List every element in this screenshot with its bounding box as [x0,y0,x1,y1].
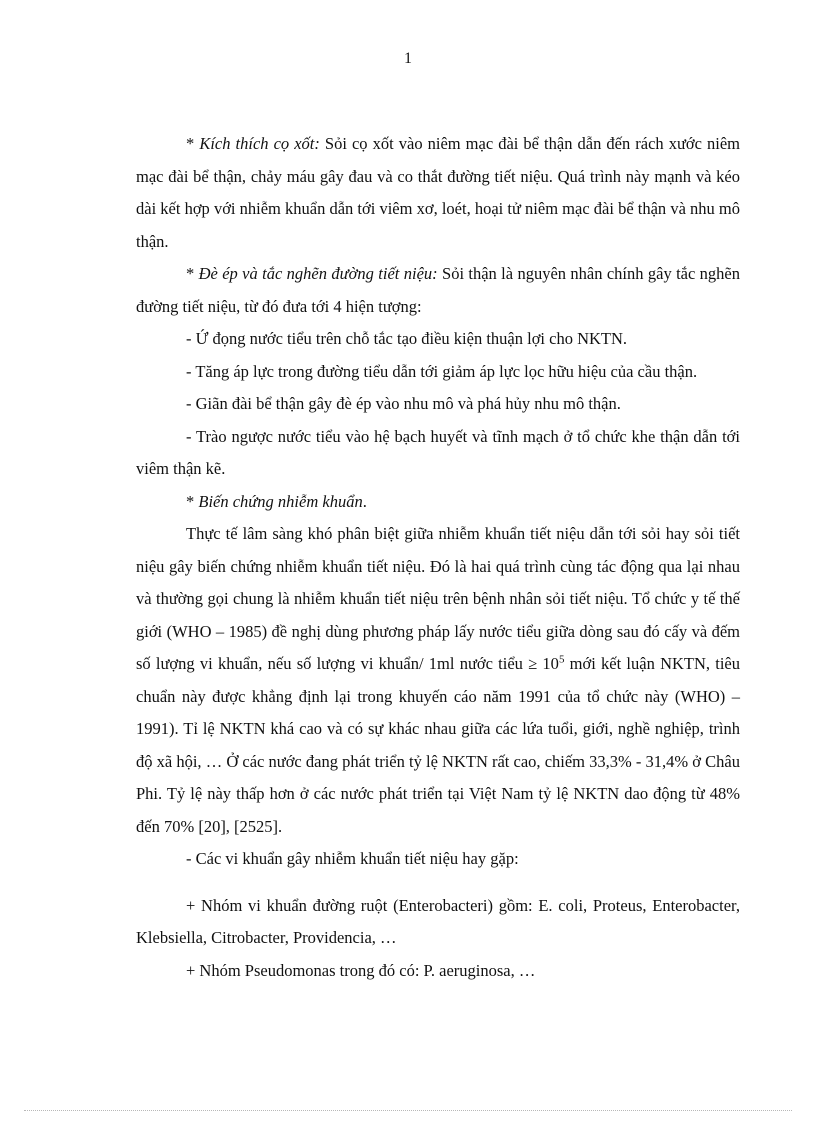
paragraph-stone-friction [136,128,740,258]
paragraph-text: mới kết luận NKTN, tiêu chuẩn này được khẳng định lại trong khuyến cáo năm 1991 của tổ chức này (WHO) – 1991). Tỉ lệ NKTN khá cao và có sự khác nhau giữa các lứa tuổi, giới, nghề nghiệp, trình độ xã hội, … Ở các nước đang phát triển tỷ lệ NKTN rất cao, chiếm 33,3% - 31,4% ở Châu Phi. Tỷ lệ này thấp hơn ở các nước phát triển tại Việt Nam tỷ lệ NKTN dao động từ 48% đến 70% [20], [2525]. [136,654,741,836]
document-body [136,128,740,987]
paragraph-obstruction [136,258,740,323]
section-heading: Đè ép và tắc nghẽn đường tiết niệu: [198,264,438,283]
paragraph-pseudomonas: + Nhóm Pseudomonas trong đó có: P. aeruginosa, … [186,960,536,980]
paragraph-enterobacteria: + Nhóm vi khuẩn đường ruột (Enterobacteri) gồm: E. coli, Proteus, Enterobacter, Klebsiella, Citrobacter, Providencia, … [136,895,740,947]
section-heading: Biến chứng nhiễm khuẩn [198,491,363,511]
superscript-exponent: 5 [558,653,565,666]
heading-tail: . [362,491,367,511]
page-bottom-divider [24,1110,792,1111]
paragraph-text: Thực tế lâm sàng khó phân biệt giữa nhiễm khuẩn tiết niệu dẫn tới sỏi hay sỏi tiết niệu gây biến chứng nhiễm khuẩn tiết niệu. Đó là hai quá trình cùng tác động qua lại nhau và thường gọi chung là nhiễm khuẩn tiết niệu trên bệnh nhân sỏi tiết niệu. Tổ chức y tế thế giới (WHO – 1985) đề nghị dùng phương pháp lấy nước tiểu giữa dòng sau đó cấy và đếm số lượng vi khuẩn, nếu số lượng vi khuẩn/ 1ml nước tiểu ≥ 10 [136,524,740,673]
paragraph-infection-heading [136,486,740,519]
list-item: - Tăng áp lực trong đường tiểu dẫn tới giảm áp lực lọc hữu hiệu của cầu thận. [186,361,698,381]
list-item: - Ứ đọng nước tiểu trên chỗ tắc tạo điều kiện thuận lợi cho NKTN. [186,329,628,348]
paragraph-clinical [136,518,740,843]
page-number: 1 [404,50,412,67]
list-item: - Trào ngược nước tiểu vào hệ bạch huyết và tĩnh mạch ở tổ chức khe thận dẫn tới viêm thận kẽ. [136,426,740,478]
paragraph-text: Sỏi cọ xốt vào niêm mạc đài bể thận dẫn đến rách xước niêm mạc đài bể thận, chảy máu gây đau và co thắt đường tiết niệu. Quá trình này mạnh và kéo dài kết hợp với nhiễm khuẩn dẫn tới viêm xơ, loét, hoại tử niêm mạc đài bể thận và nhu mô thận. [136,134,740,251]
bullet-marker: * [186,264,199,283]
paragraph-bacteria-intro: - Các vi khuẩn gây nhiễm khuẩn tiết niệu hay gặp: [186,849,519,868]
bullet-marker: * [186,134,200,153]
list-item: - Giãn đài bể thận gây đè ép vào nhu mô và phá hủy nhu mô thận. [186,394,621,413]
bullet-marker: * [186,491,199,511]
section-heading: Kích thích cọ xốt: [199,134,320,153]
paragraph-text: Sỏi thận là nguyên nhân chính gây tắc nghẽn đường tiết niệu, từ đó đưa tới 4 hiện tượng: [136,264,740,316]
